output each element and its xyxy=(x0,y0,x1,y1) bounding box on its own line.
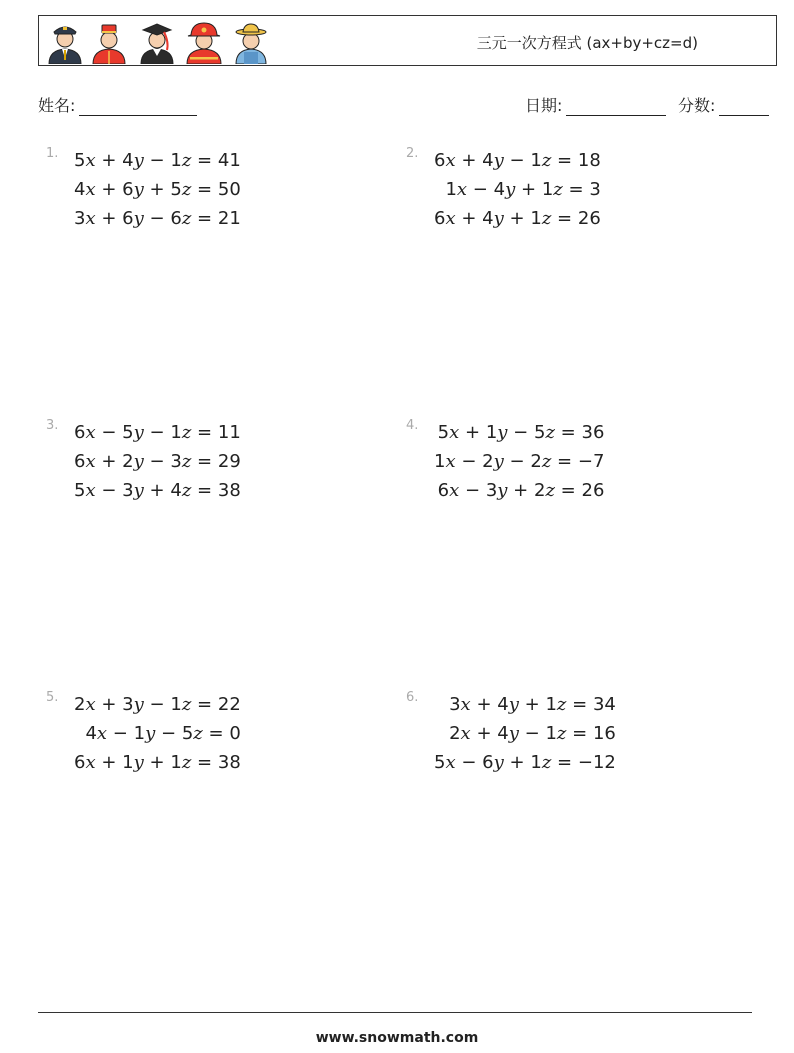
equation-line: 2x + 4y − 1z = 16 xyxy=(449,723,616,744)
equation-system xyxy=(434,690,616,777)
equation-line: 4x + 6y + 5z = 50 xyxy=(74,179,241,200)
equation-line: 5x − 3y + 4z = 38 xyxy=(74,480,241,501)
equation-system xyxy=(74,418,241,505)
score-label: 分数: xyxy=(678,96,716,115)
footer-divider xyxy=(38,1012,752,1013)
problem-number: 6. xyxy=(406,690,419,705)
worksheet-title: 三元一次方程式 (ax+by+cz=d) xyxy=(476,34,698,52)
equation-line: 5x − 6y + 1z = −12 xyxy=(434,752,616,773)
equation-system xyxy=(74,690,241,777)
name-field xyxy=(38,93,197,116)
equation-line: 6x + 4y + 1z = 26 xyxy=(434,208,601,229)
score-field xyxy=(678,93,769,116)
equation-line: 5x + 1y − 5z = 36 xyxy=(437,422,605,443)
date-label: 日期: xyxy=(525,96,563,115)
footer-url: www.snowmath.com xyxy=(315,1030,479,1046)
equation-line: 4x − 1y − 5z = 0 xyxy=(85,723,241,744)
equation-line: 3x + 4y + 1z = 34 xyxy=(449,694,616,715)
firefighter-icon xyxy=(184,20,224,64)
farmer-icon xyxy=(231,20,271,64)
date-blank[interactable] xyxy=(566,99,666,116)
equation-line: 6x − 3y + 2z = 26 xyxy=(437,480,605,501)
equation-system xyxy=(434,418,604,505)
problem-number: 4. xyxy=(406,418,419,433)
date-field xyxy=(525,93,666,116)
problem-number: 2. xyxy=(406,146,419,161)
equation-line: 6x + 2y − 3z = 29 xyxy=(74,451,241,472)
equation-line: 2x + 3y − 1z = 22 xyxy=(74,694,241,715)
equation-line: 6x + 4y − 1z = 18 xyxy=(434,150,601,171)
problem-number: 1. xyxy=(46,146,59,161)
police-officer-icon xyxy=(45,20,85,64)
bellhop-icon xyxy=(89,20,129,64)
equation-line: 5x + 4y − 1z = 41 xyxy=(74,150,241,171)
problem-number: 3. xyxy=(46,418,59,433)
equation-line: 3x + 6y − 6z = 21 xyxy=(74,208,241,229)
problem-number: 5. xyxy=(46,690,59,705)
name-blank[interactable] xyxy=(79,99,197,116)
equation-line: 1x − 2y − 2z = −7 xyxy=(434,451,605,472)
worksheet-header xyxy=(38,15,777,66)
graduate-icon xyxy=(137,20,177,64)
equation-line: 6x − 5y − 1z = 11 xyxy=(74,422,241,443)
name-label: 姓名: xyxy=(38,96,76,115)
equation-line: 6x + 1y + 1z = 38 xyxy=(74,752,241,773)
equation-system xyxy=(434,146,601,233)
equation-line: 1x − 4y + 1z = 3 xyxy=(445,179,601,200)
equation-system xyxy=(74,146,241,233)
score-blank[interactable] xyxy=(719,99,769,116)
